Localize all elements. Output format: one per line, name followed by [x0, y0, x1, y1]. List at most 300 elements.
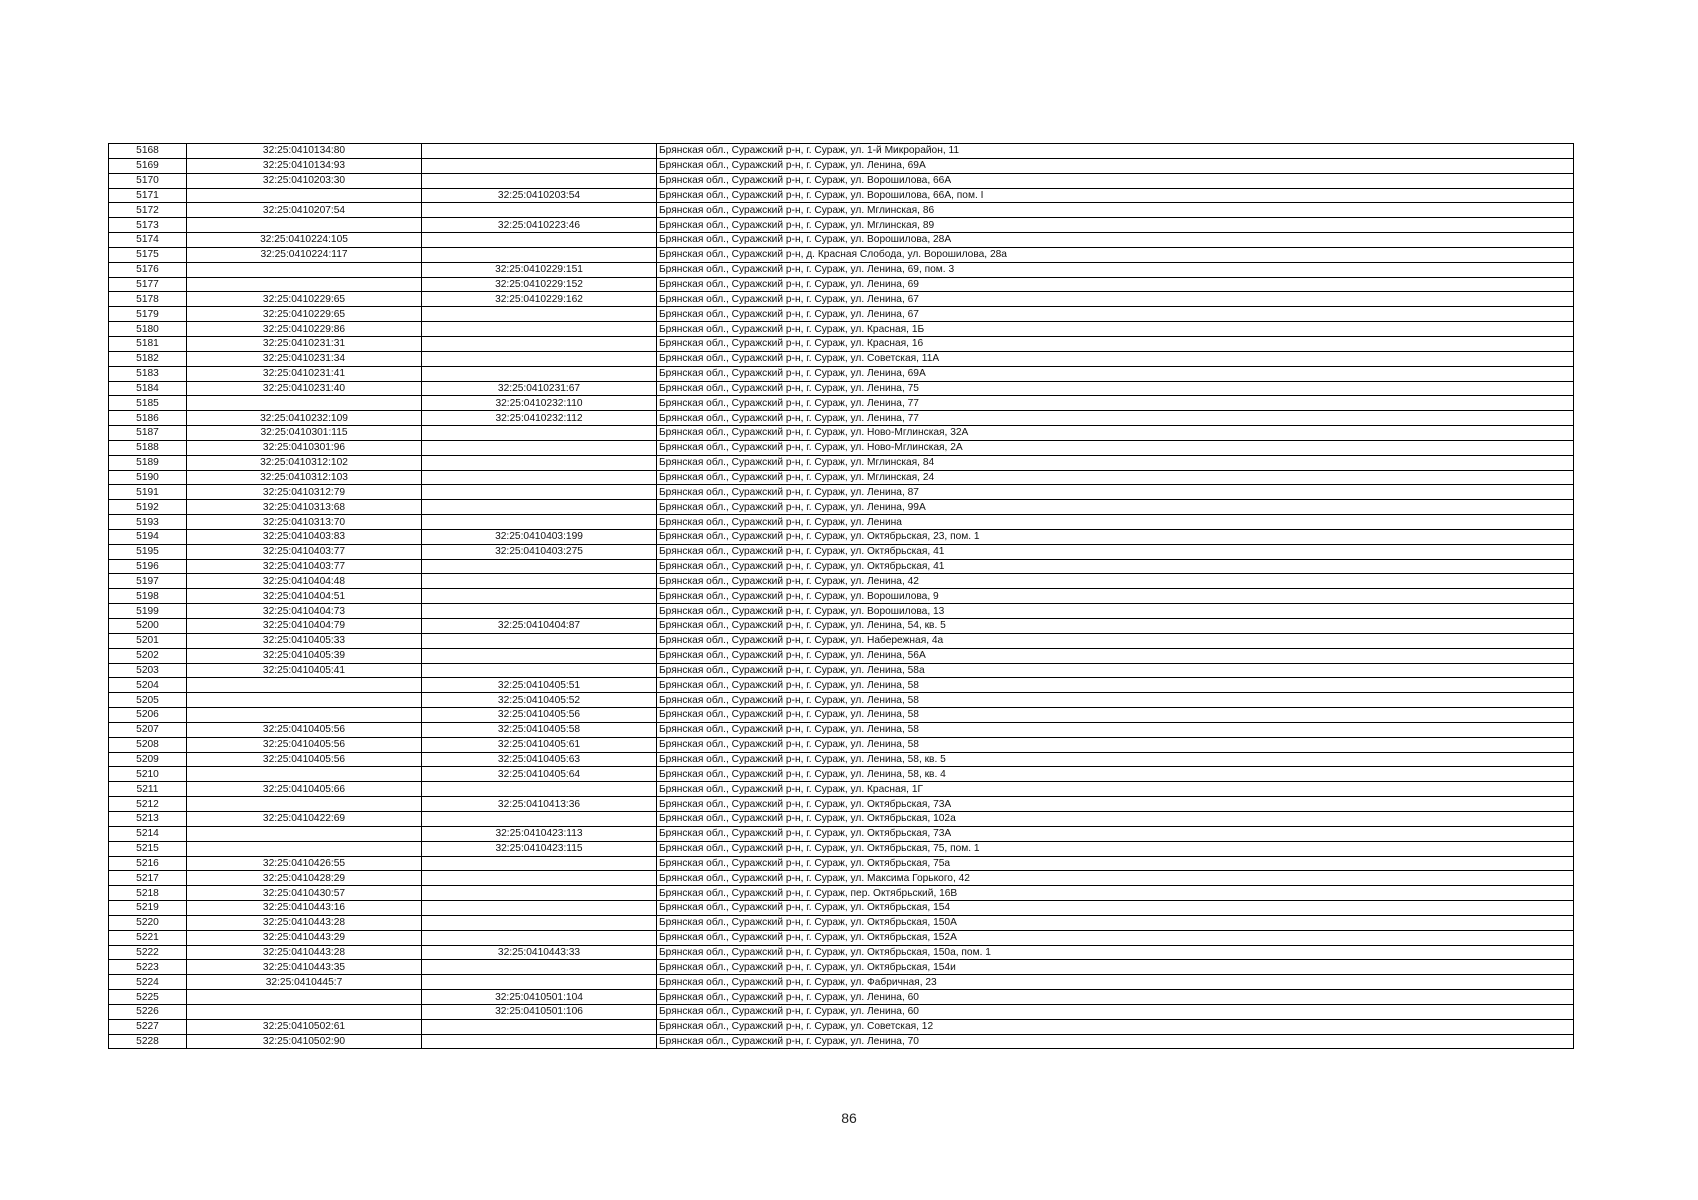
row-number-cell: 5192: [109, 500, 187, 515]
row-number-cell: 5206: [109, 708, 187, 723]
building-cadastral-number-cell: 32:25:0410403:275: [422, 544, 657, 559]
address-cell: Брянская обл., Суражский р-н, г. Сураж, ул. Октябрьская, 23, пом. 1: [657, 529, 1574, 544]
table-row: [109, 886, 1574, 901]
land-cadastral-number-cell: 32:25:0410404:48: [187, 574, 422, 589]
row-number-cell: 5228: [109, 1034, 187, 1049]
row-number-cell: 5176: [109, 262, 187, 277]
building-cadastral-number-cell: [422, 144, 657, 159]
address-cell: Брянская обл., Суражский р-н, г. Сураж, ул. Октябрьская, 150а, пом. 1: [657, 945, 1574, 960]
land-cadastral-number-cell: 32:25:0410443:35: [187, 960, 422, 975]
table-row: [109, 247, 1574, 262]
building-cadastral-number-cell: [422, 559, 657, 574]
address-cell: Брянская обл., Суражский р-н, г. Сураж, ул. Ленина, 69, пом. 3: [657, 262, 1574, 277]
table-row: [109, 678, 1574, 693]
table-row: [109, 663, 1574, 678]
land-cadastral-number-cell: 32:25:0410422:69: [187, 811, 422, 826]
address-cell: Брянская обл., Суражский р-н, г. Сураж, ул. Ленина, 54, кв. 5: [657, 619, 1574, 634]
row-number-cell: 5173: [109, 218, 187, 233]
building-cadastral-number-cell: [422, 604, 657, 619]
table-row: [109, 366, 1574, 381]
table-row: [109, 500, 1574, 515]
building-cadastral-number-cell: [422, 322, 657, 337]
table-row: [109, 233, 1574, 248]
address-cell: Брянская обл., Суражский р-н, г. Сураж, ул. Октябрьская, 75а: [657, 856, 1574, 871]
land-cadastral-number-cell: [187, 188, 422, 203]
building-cadastral-number-cell: 32:25:0410405:64: [422, 767, 657, 782]
row-number-cell: 5169: [109, 158, 187, 173]
building-cadastral-number-cell: [422, 871, 657, 886]
row-number-cell: 5170: [109, 173, 187, 188]
land-cadastral-number-cell: [187, 693, 422, 708]
row-number-cell: 5200: [109, 619, 187, 634]
building-cadastral-number-cell: 32:25:0410229:162: [422, 292, 657, 307]
table-row: [109, 218, 1574, 233]
address-cell: Брянская обл., Суражский р-н, г. Сураж, ул. Красная, 1Г: [657, 782, 1574, 797]
building-cadastral-number-cell: 32:25:0410232:110: [422, 396, 657, 411]
building-cadastral-number-cell: 32:25:0410443:33: [422, 945, 657, 960]
row-number-cell: 5177: [109, 277, 187, 292]
row-number-cell: 5175: [109, 247, 187, 262]
row-number-cell: 5196: [109, 559, 187, 574]
table-row: [109, 752, 1574, 767]
land-cadastral-number-cell: 32:25:0410405:39: [187, 648, 422, 663]
row-number-cell: 5191: [109, 485, 187, 500]
address-cell: Брянская обл., Суражский р-н, г. Сураж, ул. Мглинская, 24: [657, 470, 1574, 485]
row-number-cell: 5186: [109, 411, 187, 426]
building-cadastral-number-cell: 32:25:0410501:104: [422, 990, 657, 1005]
address-cell: Брянская обл., Суражский р-н, г. Сураж, ул. Максима Горького, 42: [657, 871, 1574, 886]
land-cadastral-number-cell: 32:25:0410403:77: [187, 559, 422, 574]
address-cell: Брянская обл., Суражский р-н, г. Сураж, ул. Ленина, 99А: [657, 500, 1574, 515]
address-cell: Брянская обл., Суражский р-н, г. Сураж, ул. Ленина, 75: [657, 381, 1574, 396]
land-cadastral-number-cell: 32:25:0410405:66: [187, 782, 422, 797]
row-number-cell: 5178: [109, 292, 187, 307]
building-cadastral-number-cell: [422, 203, 657, 218]
address-cell: Брянская обл., Суражский р-н, г. Сураж, ул. Ленина, 58: [657, 678, 1574, 693]
land-cadastral-number-cell: [187, 277, 422, 292]
table-row: [109, 871, 1574, 886]
land-cadastral-number-cell: 32:25:0410224:105: [187, 233, 422, 248]
building-cadastral-number-cell: [422, 930, 657, 945]
row-number-cell: 5180: [109, 322, 187, 337]
address-cell: Брянская обл., Суражский р-н, г. Сураж, ул. Октябрьская, 41: [657, 544, 1574, 559]
building-cadastral-number-cell: 32:25:0410231:67: [422, 381, 657, 396]
address-cell: Брянская обл., Суражский р-н, г. Сураж, ул. Ворошилова, 9: [657, 589, 1574, 604]
table-row: [109, 1004, 1574, 1019]
row-number-cell: 5174: [109, 233, 187, 248]
land-cadastral-number-cell: 32:25:0410430:57: [187, 886, 422, 901]
land-cadastral-number-cell: 32:25:0410443:16: [187, 901, 422, 916]
building-cadastral-number-cell: 32:25:0410229:151: [422, 262, 657, 277]
table-row: [109, 336, 1574, 351]
table-row: [109, 262, 1574, 277]
address-cell: Брянская обл., Суражский р-н, г. Сураж, ул. Ленина, 58: [657, 737, 1574, 752]
row-number-cell: 5172: [109, 203, 187, 218]
address-cell: Брянская обл., Суражский р-н, г. Сураж, ул. Ленина, 58: [657, 693, 1574, 708]
land-cadastral-number-cell: [187, 396, 422, 411]
row-number-cell: 5194: [109, 529, 187, 544]
table-row: [109, 856, 1574, 871]
land-cadastral-number-cell: 32:25:0410443:28: [187, 945, 422, 960]
table-row: [109, 173, 1574, 188]
building-cadastral-number-cell: 32:25:0410405:63: [422, 752, 657, 767]
building-cadastral-number-cell: 32:25:0410423:115: [422, 841, 657, 856]
row-number-cell: 5219: [109, 901, 187, 916]
building-cadastral-number-cell: 32:25:0410203:54: [422, 188, 657, 203]
address-cell: Брянская обл., Суражский р-н, г. Сураж, ул. 1-й Микрорайон, 11: [657, 144, 1574, 159]
address-cell: Брянская обл., Суражский р-н, г. Сураж, ул. Мглинская, 84: [657, 455, 1574, 470]
land-cadastral-number-cell: 32:25:0410443:29: [187, 930, 422, 945]
row-number-cell: 5209: [109, 752, 187, 767]
building-cadastral-number-cell: [422, 633, 657, 648]
land-cadastral-number-cell: 32:25:0410404:51: [187, 589, 422, 604]
row-number-cell: 5218: [109, 886, 187, 901]
table-row: [109, 693, 1574, 708]
table-row: [109, 411, 1574, 426]
table-row: [109, 455, 1574, 470]
land-cadastral-number-cell: 32:25:0410313:68: [187, 500, 422, 515]
land-cadastral-number-cell: 32:25:0410312:102: [187, 455, 422, 470]
address-cell: Брянская обл., Суражский р-н, г. Сураж, ул. Красная, 16: [657, 336, 1574, 351]
table-row: [109, 559, 1574, 574]
address-cell: Брянская обл., Суражский р-н, г. Сураж, ул. Ленина, 58: [657, 722, 1574, 737]
building-cadastral-number-cell: 32:25:0410405:58: [422, 722, 657, 737]
land-cadastral-number-cell: 32:25:0410403:77: [187, 544, 422, 559]
row-number-cell: 5223: [109, 960, 187, 975]
row-number-cell: 5171: [109, 188, 187, 203]
land-cadastral-number-cell: 32:25:0410231:40: [187, 381, 422, 396]
table-row: [109, 144, 1574, 159]
land-cadastral-number-cell: 32:25:0410229:65: [187, 307, 422, 322]
land-cadastral-number-cell: 32:25:0410502:61: [187, 1019, 422, 1034]
address-cell: Брянская обл., Суражский р-н, г. Сураж, ул. Ленина, 77: [657, 396, 1574, 411]
address-cell: Брянская обл., Суражский р-н, г. Сураж, ул. Ленина, 67: [657, 307, 1574, 322]
building-cadastral-number-cell: [422, 975, 657, 990]
land-cadastral-number-cell: [187, 262, 422, 277]
row-number-cell: 5213: [109, 811, 187, 826]
table-row: [109, 277, 1574, 292]
building-cadastral-number-cell: [422, 589, 657, 604]
building-cadastral-number-cell: [422, 366, 657, 381]
row-number-cell: 5227: [109, 1019, 187, 1034]
table-row: [109, 797, 1574, 812]
address-cell: Брянская обл., Суражский р-н, г. Сураж, ул. Ленина, 87: [657, 485, 1574, 500]
building-cadastral-number-cell: [422, 440, 657, 455]
table-row: [109, 292, 1574, 307]
address-cell: Брянская обл., Суражский р-н, г. Сураж, ул. Мглинская, 89: [657, 218, 1574, 233]
land-cadastral-number-cell: 32:25:0410231:34: [187, 351, 422, 366]
land-cadastral-number-cell: 32:25:0410404:79: [187, 619, 422, 634]
table-row: [109, 722, 1574, 737]
address-cell: Брянская обл., Суражский р-н, г. Сураж, ул. Ленина, 42: [657, 574, 1574, 589]
row-number-cell: 5183: [109, 366, 187, 381]
building-cadastral-number-cell: [422, 470, 657, 485]
table-row: [109, 1019, 1574, 1034]
land-cadastral-number-cell: 32:25:0410134:80: [187, 144, 422, 159]
building-cadastral-number-cell: [422, 307, 657, 322]
building-cadastral-number-cell: 32:25:0410405:61: [422, 737, 657, 752]
address-cell: Брянская обл., Суражский р-н, г. Сураж, ул. Ленина, 58, кв. 5: [657, 752, 1574, 767]
table-row: [109, 960, 1574, 975]
table-row: [109, 426, 1574, 441]
address-cell: Брянская обл., Суражский р-н, г. Сураж, ул. Октябрьская, 154: [657, 901, 1574, 916]
address-cell: Брянская обл., Суражский р-н, г. Сураж, ул. Ленина: [657, 515, 1574, 530]
building-cadastral-number-cell: 32:25:0410232:112: [422, 411, 657, 426]
address-cell: Брянская обл., Суражский р-н, г. Сураж, ул. Ново-Мглинская, 32А: [657, 426, 1574, 441]
table-row: [109, 990, 1574, 1005]
land-cadastral-number-cell: 32:25:0410405:41: [187, 663, 422, 678]
land-cadastral-number-cell: 32:25:0410312:79: [187, 485, 422, 500]
row-number-cell: 5216: [109, 856, 187, 871]
building-cadastral-number-cell: 32:25:0410405:51: [422, 678, 657, 693]
land-cadastral-number-cell: 32:25:0410203:30: [187, 173, 422, 188]
building-cadastral-number-cell: 32:25:0410405:52: [422, 693, 657, 708]
row-number-cell: 5212: [109, 797, 187, 812]
table-row: [109, 470, 1574, 485]
building-cadastral-number-cell: [422, 233, 657, 248]
land-cadastral-number-cell: 32:25:0410301:115: [187, 426, 422, 441]
table-row: [109, 203, 1574, 218]
building-cadastral-number-cell: [422, 811, 657, 826]
land-cadastral-number-cell: [187, 708, 422, 723]
address-cell: Брянская обл., Суражский р-н, г. Сураж, ул. Октябрьская, 150А: [657, 915, 1574, 930]
building-cadastral-number-cell: [422, 1019, 657, 1034]
address-cell: Брянская обл., Суражский р-н, г. Сураж, ул. Фабричная, 23: [657, 975, 1574, 990]
building-cadastral-number-cell: [422, 336, 657, 351]
address-cell: Брянская обл., Суражский р-н, г. Сураж, ул. Мглинская, 86: [657, 203, 1574, 218]
building-cadastral-number-cell: [422, 901, 657, 916]
address-cell: Брянская обл., Суражский р-н, г. Сураж, ул. Октябрьская, 41: [657, 559, 1574, 574]
table-row: [109, 440, 1574, 455]
table-row: [109, 396, 1574, 411]
address-cell: Брянская обл., Суражский р-н, г. Сураж, ул. Красная, 1Б: [657, 322, 1574, 337]
address-cell: Брянская обл., Суражский р-н, г. Сураж, ул. Октябрьская, 102а: [657, 811, 1574, 826]
land-cadastral-number-cell: 32:25:0410229:65: [187, 292, 422, 307]
address-cell: Брянская обл., Суражский р-н, г. Сураж, ул. Ленина, 69А: [657, 158, 1574, 173]
address-cell: Брянская обл., Суражский р-н, г. Сураж, ул. Октябрьская, 154и: [657, 960, 1574, 975]
building-cadastral-number-cell: 32:25:0410405:56: [422, 708, 657, 723]
building-cadastral-number-cell: [422, 648, 657, 663]
row-number-cell: 5182: [109, 351, 187, 366]
table-row: [109, 322, 1574, 337]
row-number-cell: 5217: [109, 871, 187, 886]
land-cadastral-number-cell: 32:25:0410405:56: [187, 752, 422, 767]
cadastral-table: [108, 143, 1574, 1049]
land-cadastral-number-cell: [187, 841, 422, 856]
row-number-cell: 5205: [109, 693, 187, 708]
land-cadastral-number-cell: [187, 990, 422, 1005]
land-cadastral-number-cell: 32:25:0410426:55: [187, 856, 422, 871]
table-row: [109, 901, 1574, 916]
row-number-cell: 5207: [109, 722, 187, 737]
building-cadastral-number-cell: 32:25:0410413:36: [422, 797, 657, 812]
address-cell: Брянская обл., Суражский р-н, г. Сураж, ул. Ленина, 70: [657, 1034, 1574, 1049]
table-body: [109, 144, 1574, 1049]
building-cadastral-number-cell: [422, 173, 657, 188]
table-row: [109, 604, 1574, 619]
row-number-cell: 5199: [109, 604, 187, 619]
address-cell: Брянская обл., Суражский р-н, г. Сураж, ул. Ленина, 69А: [657, 366, 1574, 381]
row-number-cell: 5188: [109, 440, 187, 455]
building-cadastral-number-cell: [422, 574, 657, 589]
row-number-cell: 5179: [109, 307, 187, 322]
table-row: [109, 930, 1574, 945]
land-cadastral-number-cell: [187, 678, 422, 693]
table-row: [109, 633, 1574, 648]
address-cell: Брянская обл., Суражский р-н, г. Сураж, ул. Ворошилова, 28А: [657, 233, 1574, 248]
building-cadastral-number-cell: [422, 856, 657, 871]
table-row: [109, 648, 1574, 663]
land-cadastral-number-cell: [187, 797, 422, 812]
address-cell: Брянская обл., Суражский р-н, г. Сураж, ул. Советская, 11А: [657, 351, 1574, 366]
building-cadastral-number-cell: [422, 351, 657, 366]
row-number-cell: 5211: [109, 782, 187, 797]
building-cadastral-number-cell: 32:25:0410223:46: [422, 218, 657, 233]
building-cadastral-number-cell: [422, 515, 657, 530]
land-cadastral-number-cell: 32:25:0410405:56: [187, 737, 422, 752]
table-row: [109, 975, 1574, 990]
land-cadastral-number-cell: 32:25:0410231:41: [187, 366, 422, 381]
land-cadastral-number-cell: [187, 767, 422, 782]
building-cadastral-number-cell: [422, 426, 657, 441]
table-row: [109, 544, 1574, 559]
row-number-cell: 5224: [109, 975, 187, 990]
address-cell: Брянская обл., Суражский р-н, г. Сураж, ул. Ленина, 58а: [657, 663, 1574, 678]
building-cadastral-number-cell: [422, 960, 657, 975]
address-cell: Брянская обл., Суражский р-н, г. Сураж, ул. Октябрьская, 152А: [657, 930, 1574, 945]
building-cadastral-number-cell: [422, 782, 657, 797]
table-row: [109, 307, 1574, 322]
address-cell: Брянская обл., Суражский р-н, г. Сураж, ул. Ново-Мглинская, 2А: [657, 440, 1574, 455]
table-row: [109, 381, 1574, 396]
building-cadastral-number-cell: 32:25:0410229:152: [422, 277, 657, 292]
table-row: [109, 826, 1574, 841]
address-cell: Брянская обл., Суражский р-н, г. Сураж, ул. Ленина, 60: [657, 1004, 1574, 1019]
address-cell: Брянская обл., Суражский р-н, г. Сураж, ул. Октябрьская, 75, пом. 1: [657, 841, 1574, 856]
land-cadastral-number-cell: 32:25:0410428:29: [187, 871, 422, 886]
row-number-cell: 5190: [109, 470, 187, 485]
table-row: [109, 188, 1574, 203]
table-row: [109, 589, 1574, 604]
row-number-cell: 5184: [109, 381, 187, 396]
land-cadastral-number-cell: 32:25:0410405:56: [187, 722, 422, 737]
building-cadastral-number-cell: [422, 455, 657, 470]
row-number-cell: 5214: [109, 826, 187, 841]
row-number-cell: 5187: [109, 426, 187, 441]
address-cell: Брянская обл., Суражский р-н, г. Сураж, пер. Октябрьский, 16В: [657, 886, 1574, 901]
land-cadastral-number-cell: 32:25:0410445:7: [187, 975, 422, 990]
address-cell: Брянская обл., Суражский р-н, г. Сураж, ул. Октябрьская, 73А: [657, 797, 1574, 812]
table-row: [109, 515, 1574, 530]
table-row: [109, 737, 1574, 752]
table-row: [109, 782, 1574, 797]
address-cell: Брянская обл., Суражский р-н, г. Сураж, ул. Ленина, 58, кв. 4: [657, 767, 1574, 782]
row-number-cell: 5203: [109, 663, 187, 678]
land-cadastral-number-cell: 32:25:0410312:103: [187, 470, 422, 485]
land-cadastral-number-cell: 32:25:0410502:90: [187, 1034, 422, 1049]
land-cadastral-number-cell: 32:25:0410232:109: [187, 411, 422, 426]
land-cadastral-number-cell: 32:25:0410224:117: [187, 247, 422, 262]
building-cadastral-number-cell: [422, 1034, 657, 1049]
building-cadastral-number-cell: [422, 915, 657, 930]
table-row: [109, 841, 1574, 856]
row-number-cell: 5221: [109, 930, 187, 945]
address-cell: Брянская обл., Суражский р-н, г. Сураж, ул. Ворошилова, 66А, пом. I: [657, 188, 1574, 203]
table-row: [109, 811, 1574, 826]
land-cadastral-number-cell: 32:25:0410403:83: [187, 529, 422, 544]
row-number-cell: 5222: [109, 945, 187, 960]
table-row: [109, 158, 1574, 173]
table-row: [109, 1034, 1574, 1049]
table-row: [109, 915, 1574, 930]
building-cadastral-number-cell: [422, 886, 657, 901]
land-cadastral-number-cell: [187, 826, 422, 841]
address-cell: Брянская обл., Суражский р-н, г. Сураж, ул. Ворошилова, 13: [657, 604, 1574, 619]
address-cell: Брянская обл., Суражский р-н, г. Сураж, ул. Ворошилова, 66А: [657, 173, 1574, 188]
row-number-cell: 5220: [109, 915, 187, 930]
land-cadastral-number-cell: 32:25:0410231:31: [187, 336, 422, 351]
address-cell: Брянская обл., Суражский р-н, г. Сураж, ул. Ленина, 56А: [657, 648, 1574, 663]
row-number-cell: 5185: [109, 396, 187, 411]
land-cadastral-number-cell: 32:25:0410134:93: [187, 158, 422, 173]
land-cadastral-number-cell: 32:25:0410207:54: [187, 203, 422, 218]
land-cadastral-number-cell: [187, 1004, 422, 1019]
row-number-cell: 5226: [109, 1004, 187, 1019]
table-row: [109, 619, 1574, 634]
land-cadastral-number-cell: [187, 218, 422, 233]
row-number-cell: 5189: [109, 455, 187, 470]
row-number-cell: 5210: [109, 767, 187, 782]
building-cadastral-number-cell: 32:25:0410404:87: [422, 619, 657, 634]
land-cadastral-number-cell: 32:25:0410404:73: [187, 604, 422, 619]
address-cell: Брянская обл., Суражский р-н, г. Сураж, ул. Ленина, 77: [657, 411, 1574, 426]
table-row: [109, 708, 1574, 723]
address-cell: Брянская обл., Суражский р-н, г. Сураж, ул. Ленина, 60: [657, 990, 1574, 1005]
table-row: [109, 529, 1574, 544]
land-cadastral-number-cell: 32:25:0410313:70: [187, 515, 422, 530]
land-cadastral-number-cell: 32:25:0410229:86: [187, 322, 422, 337]
row-number-cell: 5215: [109, 841, 187, 856]
address-cell: Брянская обл., Суражский р-н, г. Сураж, ул. Набережная, 4а: [657, 633, 1574, 648]
row-number-cell: 5198: [109, 589, 187, 604]
row-number-cell: 5225: [109, 990, 187, 1005]
row-number-cell: 5168: [109, 144, 187, 159]
table-row: [109, 351, 1574, 366]
land-cadastral-number-cell: 32:25:0410301:96: [187, 440, 422, 455]
address-cell: Брянская обл., Суражский р-н, г. Сураж, ул. Ленина, 58: [657, 708, 1574, 723]
building-cadastral-number-cell: 32:25:0410501:106: [422, 1004, 657, 1019]
page-number: 86: [841, 1110, 857, 1126]
table-row: [109, 945, 1574, 960]
address-cell: Брянская обл., Суражский р-н, г. Сураж, ул. Октябрьская, 73А: [657, 826, 1574, 841]
row-number-cell: 5202: [109, 648, 187, 663]
building-cadastral-number-cell: [422, 485, 657, 500]
building-cadastral-number-cell: [422, 158, 657, 173]
row-number-cell: 5208: [109, 737, 187, 752]
row-number-cell: 5195: [109, 544, 187, 559]
land-cadastral-number-cell: 32:25:0410405:33: [187, 633, 422, 648]
land-cadastral-number-cell: 32:25:0410443:28: [187, 915, 422, 930]
address-cell: Брянская обл., Суражский р-н, д. Красная Слобода, ул. Ворошилова, 28а: [657, 247, 1574, 262]
building-cadastral-number-cell: [422, 663, 657, 678]
building-cadastral-number-cell: 32:25:0410423:113: [422, 826, 657, 841]
table-row: [109, 485, 1574, 500]
table-row: [109, 574, 1574, 589]
row-number-cell: 5197: [109, 574, 187, 589]
address-cell: Брянская обл., Суражский р-н, г. Сураж, ул. Ленина, 69: [657, 277, 1574, 292]
building-cadastral-number-cell: [422, 247, 657, 262]
address-cell: Брянская обл., Суражский р-н, г. Сураж, ул. Ленина, 67: [657, 292, 1574, 307]
